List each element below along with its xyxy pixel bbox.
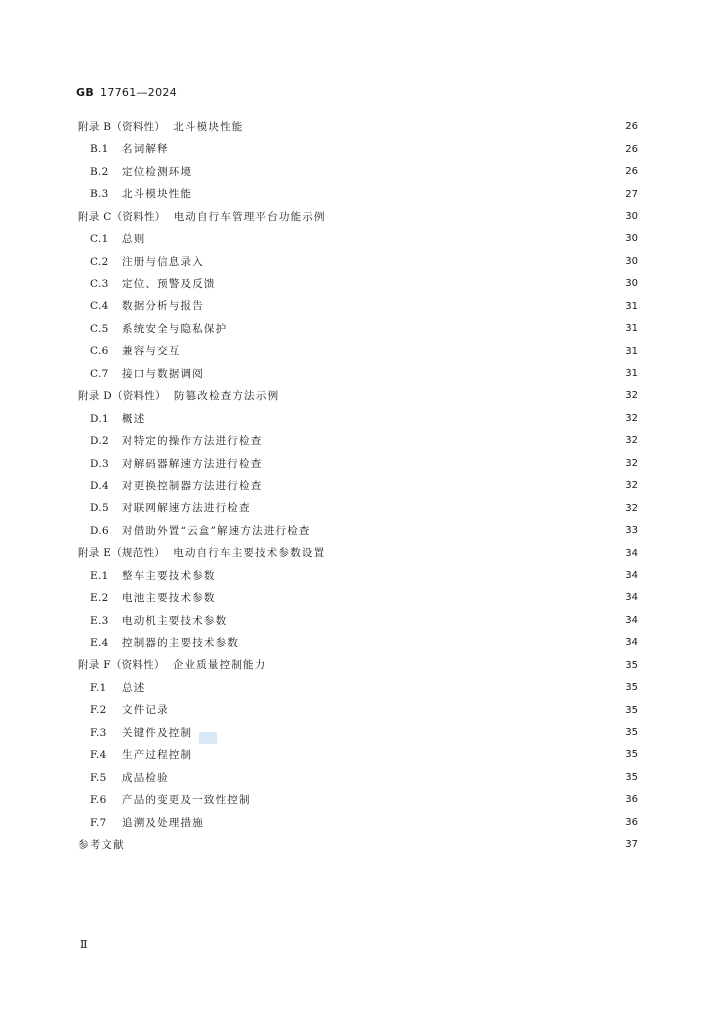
toc-entry-title: 生产过程控制 [122,749,193,762]
toc-entry-title: 定位、预警及反馈 [122,278,216,291]
toc-entry-section[interactable] [78,408,638,430]
toc-entry-page-number: 35 [625,727,638,739]
toc-entry-section[interactable] [78,430,638,452]
toc-entry-code: F.3 [90,726,107,739]
toc-dot-leader [246,122,616,132]
toc-dot-leader [265,436,616,446]
toc-entry-label [90,795,251,806]
toc-entry-page-number: 35 [625,704,638,716]
toc-dot-leader [195,190,616,200]
toc-entry-appendix[interactable] [78,385,638,407]
toc-dot-leader [314,526,616,536]
toc-entry-code: F.1 [90,681,107,694]
toc-entry-title: 追溯及处理措施 [122,816,204,829]
toc-entry-title: 控制器的主要技术参数 [122,637,239,650]
toc-entry-code: B.2 [90,165,109,178]
toc-entry-title: 名词解释 [122,143,169,156]
toc-dot-leader [254,795,616,805]
toc-entry-title: 概述 [122,412,146,425]
toc-dot-leader [195,167,616,177]
toc-entry-appendix[interactable] [78,834,638,856]
toc-entry-label [90,144,169,155]
toc-entry-label [90,301,204,312]
toc-entry-label [90,773,169,784]
toc-entry-title: 电动自行车管理平台功能示例 [173,210,326,223]
toc-entry-code: D.1 [90,412,109,425]
toc-entry-code: 附录 C（资料性） [78,210,166,223]
toc-entry-label [90,593,216,604]
toc-entry-appendix[interactable] [78,206,638,228]
toc-dot-leader [254,504,616,514]
toc-entry-label [90,503,251,514]
toc-entry-code: D.3 [90,457,109,470]
toc-entry-code: C.4 [90,300,109,313]
toc-dot-leader [172,145,616,155]
toc-entry-appendix[interactable] [78,655,638,677]
toc-dot-leader [269,661,616,671]
toc-entry-section[interactable] [78,363,638,385]
toc-entry-page-number: 30 [625,278,638,290]
toc-entry-code: D.2 [90,435,109,448]
toc-entry-section[interactable] [78,699,638,721]
toc-entry-title: 系统安全与隐私保护 [122,322,228,335]
toc-entry-label [78,548,325,559]
toc-entry-page-number: 30 [625,255,638,267]
toc-dot-leader [207,257,616,267]
standard-code [76,86,177,99]
toc-entry-code: D.5 [90,502,109,515]
toc-dot-leader [329,212,616,222]
toc-entry-section[interactable] [78,318,638,340]
toc-entry-page-number: 26 [625,143,638,155]
toc-entry-label [90,705,169,716]
toc-entry-title: 防篡改检查方法示例 [173,390,280,403]
toc-entry-code: C.2 [90,255,109,268]
table-of-contents [78,116,638,856]
toc-entry-section[interactable] [78,475,638,497]
toc-entry-page-number: 36 [625,794,638,806]
toc-entry-section[interactable] [78,183,638,205]
toc-entry-title: 北斗模块性能 [173,120,244,133]
toc-entry-page-number: 30 [625,210,638,222]
toc-entry-page-number: 34 [625,547,638,559]
toc-entry-label [90,167,192,178]
toc-entry-page-number: 35 [625,659,638,671]
toc-entry-section[interactable] [78,744,638,766]
toc-entry-label [90,324,227,335]
toc-dot-leader [207,302,616,312]
toc-dot-leader [230,324,616,334]
toc-entry-page-number: 31 [625,323,638,335]
toc-entry-code: B.3 [90,188,109,201]
toc-entry-title: 对特定的操作方法进行检查 [122,435,263,448]
toc-entry-label [78,212,326,223]
toc-entry-label [90,818,204,829]
toc-dot-leader [328,549,616,559]
toc-entry-section[interactable] [78,138,638,160]
toc-entry-code: 附录 E（规范性） [78,547,166,560]
toc-entry-page-number: 34 [625,614,638,626]
toc-entry-code: E.2 [90,592,109,605]
toc-entry-label [90,436,262,447]
toc-entry-page-number: 32 [625,412,638,424]
toc-entry-label [90,481,262,492]
toc-entry-code: 附录 D（资料性） [78,390,166,403]
toc-entry-code: D.4 [90,479,109,492]
toc-dot-leader [219,593,616,603]
toc-entry-title: 数据分析与报告 [122,300,204,313]
toc-entry-title: 对更换控制器方法进行检查 [122,479,263,492]
toc-entry-page-number: 32 [625,480,638,492]
toc-entry-label [90,234,145,245]
toc-dot-leader [207,369,616,379]
toc-entry-section[interactable] [78,677,638,699]
standard-prefix: GB [76,86,95,99]
toc-entry-page-number: 34 [625,637,638,649]
toc-entry-section[interactable] [78,251,638,273]
toc-entry-title: 对联网解速方法进行检查 [122,502,251,515]
toc-dot-leader [148,234,616,244]
toc-entry-section[interactable] [78,789,638,811]
toc-entry-section[interactable] [78,273,638,295]
toc-entry-title: 兼容与交互 [122,345,181,358]
toc-dot-leader [172,706,616,716]
toc-entry-label [78,122,243,133]
toc-entry-code: C.5 [90,322,109,335]
toc-entry-section[interactable] [78,722,638,744]
toc-entry-section[interactable] [78,340,638,362]
toc-entry-section[interactable] [78,497,638,519]
toc-entry-label [90,616,227,627]
toc-dot-leader [195,728,616,738]
toc-entry-title: 参考文献 [78,838,125,851]
toc-dot-leader [219,571,616,581]
toc-entry-title: 注册与信息录入 [122,255,204,268]
toc-entry-code: C.6 [90,345,109,358]
toc-entry-label [90,257,204,268]
toc-entry-section[interactable] [78,520,638,542]
toc-entry-code: F.6 [90,794,107,807]
toc-entry-page-number: 31 [625,300,638,312]
toc-dot-leader [282,391,616,401]
toc-entry-page-number: 37 [625,839,638,851]
toc-entry-page-number: 32 [625,435,638,447]
toc-dot-leader [148,414,616,424]
toc-entry-title: 总述 [122,681,146,694]
toc-entry-section[interactable] [78,767,638,789]
toc-dot-leader [195,750,616,760]
toc-entry-page-number: 32 [625,502,638,514]
toc-dot-leader [242,638,616,648]
toc-dot-leader [265,481,616,491]
toc-entry-title: 北斗模块性能 [122,188,193,201]
toc-entry-page-number: 26 [625,166,638,178]
toc-entry-title: 定位检测环境 [122,165,193,178]
toc-dot-leader [148,683,616,693]
toc-entry-label [90,571,216,582]
toc-entry-section[interactable] [78,812,638,834]
toc-entry-title: 电动机主要技术参数 [122,614,228,627]
toc-entry-label [90,279,216,290]
toc-entry-label [90,526,311,537]
toc-entry-page-number: 34 [625,592,638,604]
toc-entry-page-number: 34 [625,569,638,581]
toc-entry-code: 附录 F（资料性） [78,659,165,672]
toc-entry-label [78,840,125,851]
toc-entry-code: E.1 [90,569,109,582]
toc-entry-code: B.1 [90,143,109,156]
toc-entry-code: E.3 [90,614,109,627]
toc-entry-title: 关键件及控制 [122,726,193,739]
toc-entry-page-number: 36 [625,816,638,828]
toc-dot-leader [128,840,616,850]
toc-entry-code: F.4 [90,749,107,762]
toc-entry-title: 文件记录 [122,704,169,717]
toc-dot-leader [184,347,617,357]
toc-entry-code: E.4 [90,637,109,650]
page-folio: Ⅱ [80,938,88,951]
toc-entry-page-number: 26 [625,121,638,133]
toc-entry-section[interactable] [78,587,638,609]
toc-dot-leader [265,459,616,469]
toc-entry-page-number: 35 [625,771,638,783]
toc-entry-title: 对解码器解速方法进行检查 [122,457,263,470]
toc-dot-leader [172,773,616,783]
toc-entry-page-number: 33 [625,525,638,537]
toc-entry-code: 附录 B（资料性） [78,120,166,133]
toc-dot-leader [219,279,616,289]
toc-entry-code: C.1 [90,233,109,246]
toc-entry-label [90,414,145,425]
toc-entry-section[interactable] [78,453,638,475]
toc-entry-code: D.6 [90,524,109,537]
toc-entry-title: 整车主要技术参数 [122,569,216,582]
toc-entry-title: 接口与数据调阅 [122,367,204,380]
toc-entry-label [90,683,145,694]
toc-entry-section[interactable] [78,161,638,183]
toc-entry-section[interactable] [78,296,638,318]
toc-entry-title: 产品的变更及一致性控制 [122,794,251,807]
toc-entry-label [90,346,181,357]
toc-dot-leader [230,616,616,626]
toc-entry-section[interactable] [78,610,638,632]
toc-entry-label [78,660,266,671]
toc-entry-title: 对借助外置“云盒”解速方法进行检查 [122,524,311,537]
toc-entry-label [90,189,192,200]
toc-entry-appendix[interactable] [78,542,638,564]
toc-entry-page-number: 31 [625,345,638,357]
toc-entry-title: 总则 [122,233,146,246]
toc-entry-title: 电动自行车主要技术参数设置 [173,547,326,560]
toc-entry-title: 电池主要技术参数 [122,592,216,605]
toc-entry-page-number: 31 [625,368,638,380]
toc-entry-code: C.3 [90,278,109,291]
toc-entry-page-number: 35 [625,682,638,694]
toc-entry-code: C.7 [90,367,109,380]
toc-entry-section[interactable] [78,228,638,250]
toc-entry-label [90,638,239,649]
toc-entry-label [90,459,262,470]
scan-smudge [199,732,217,744]
toc-entry-page-number: 32 [625,457,638,469]
toc-entry-code: F.7 [90,816,107,829]
toc-entry-code: F.5 [90,771,107,784]
toc-entry-title: 成品检验 [122,771,169,784]
toc-entry-label [90,750,192,761]
toc-entry-label [90,728,192,739]
toc-entry-label [90,369,204,380]
toc-entry-code: F.2 [90,704,107,717]
toc-entry-appendix[interactable] [78,116,638,138]
toc-dot-leader [207,818,616,828]
toc-entry-title: 企业质量控制能力 [172,659,267,672]
toc-entry-page-number: 35 [625,749,638,761]
toc-entry-page-number: 27 [625,188,638,200]
toc-entry-section[interactable] [78,632,638,654]
toc-entry-page-number: 32 [625,390,638,402]
toc-entry-page-number: 30 [625,233,638,245]
toc-entry-section[interactable] [78,565,638,587]
standard-number: 17761—2024 [100,86,178,99]
toc-entry-label [78,391,279,402]
